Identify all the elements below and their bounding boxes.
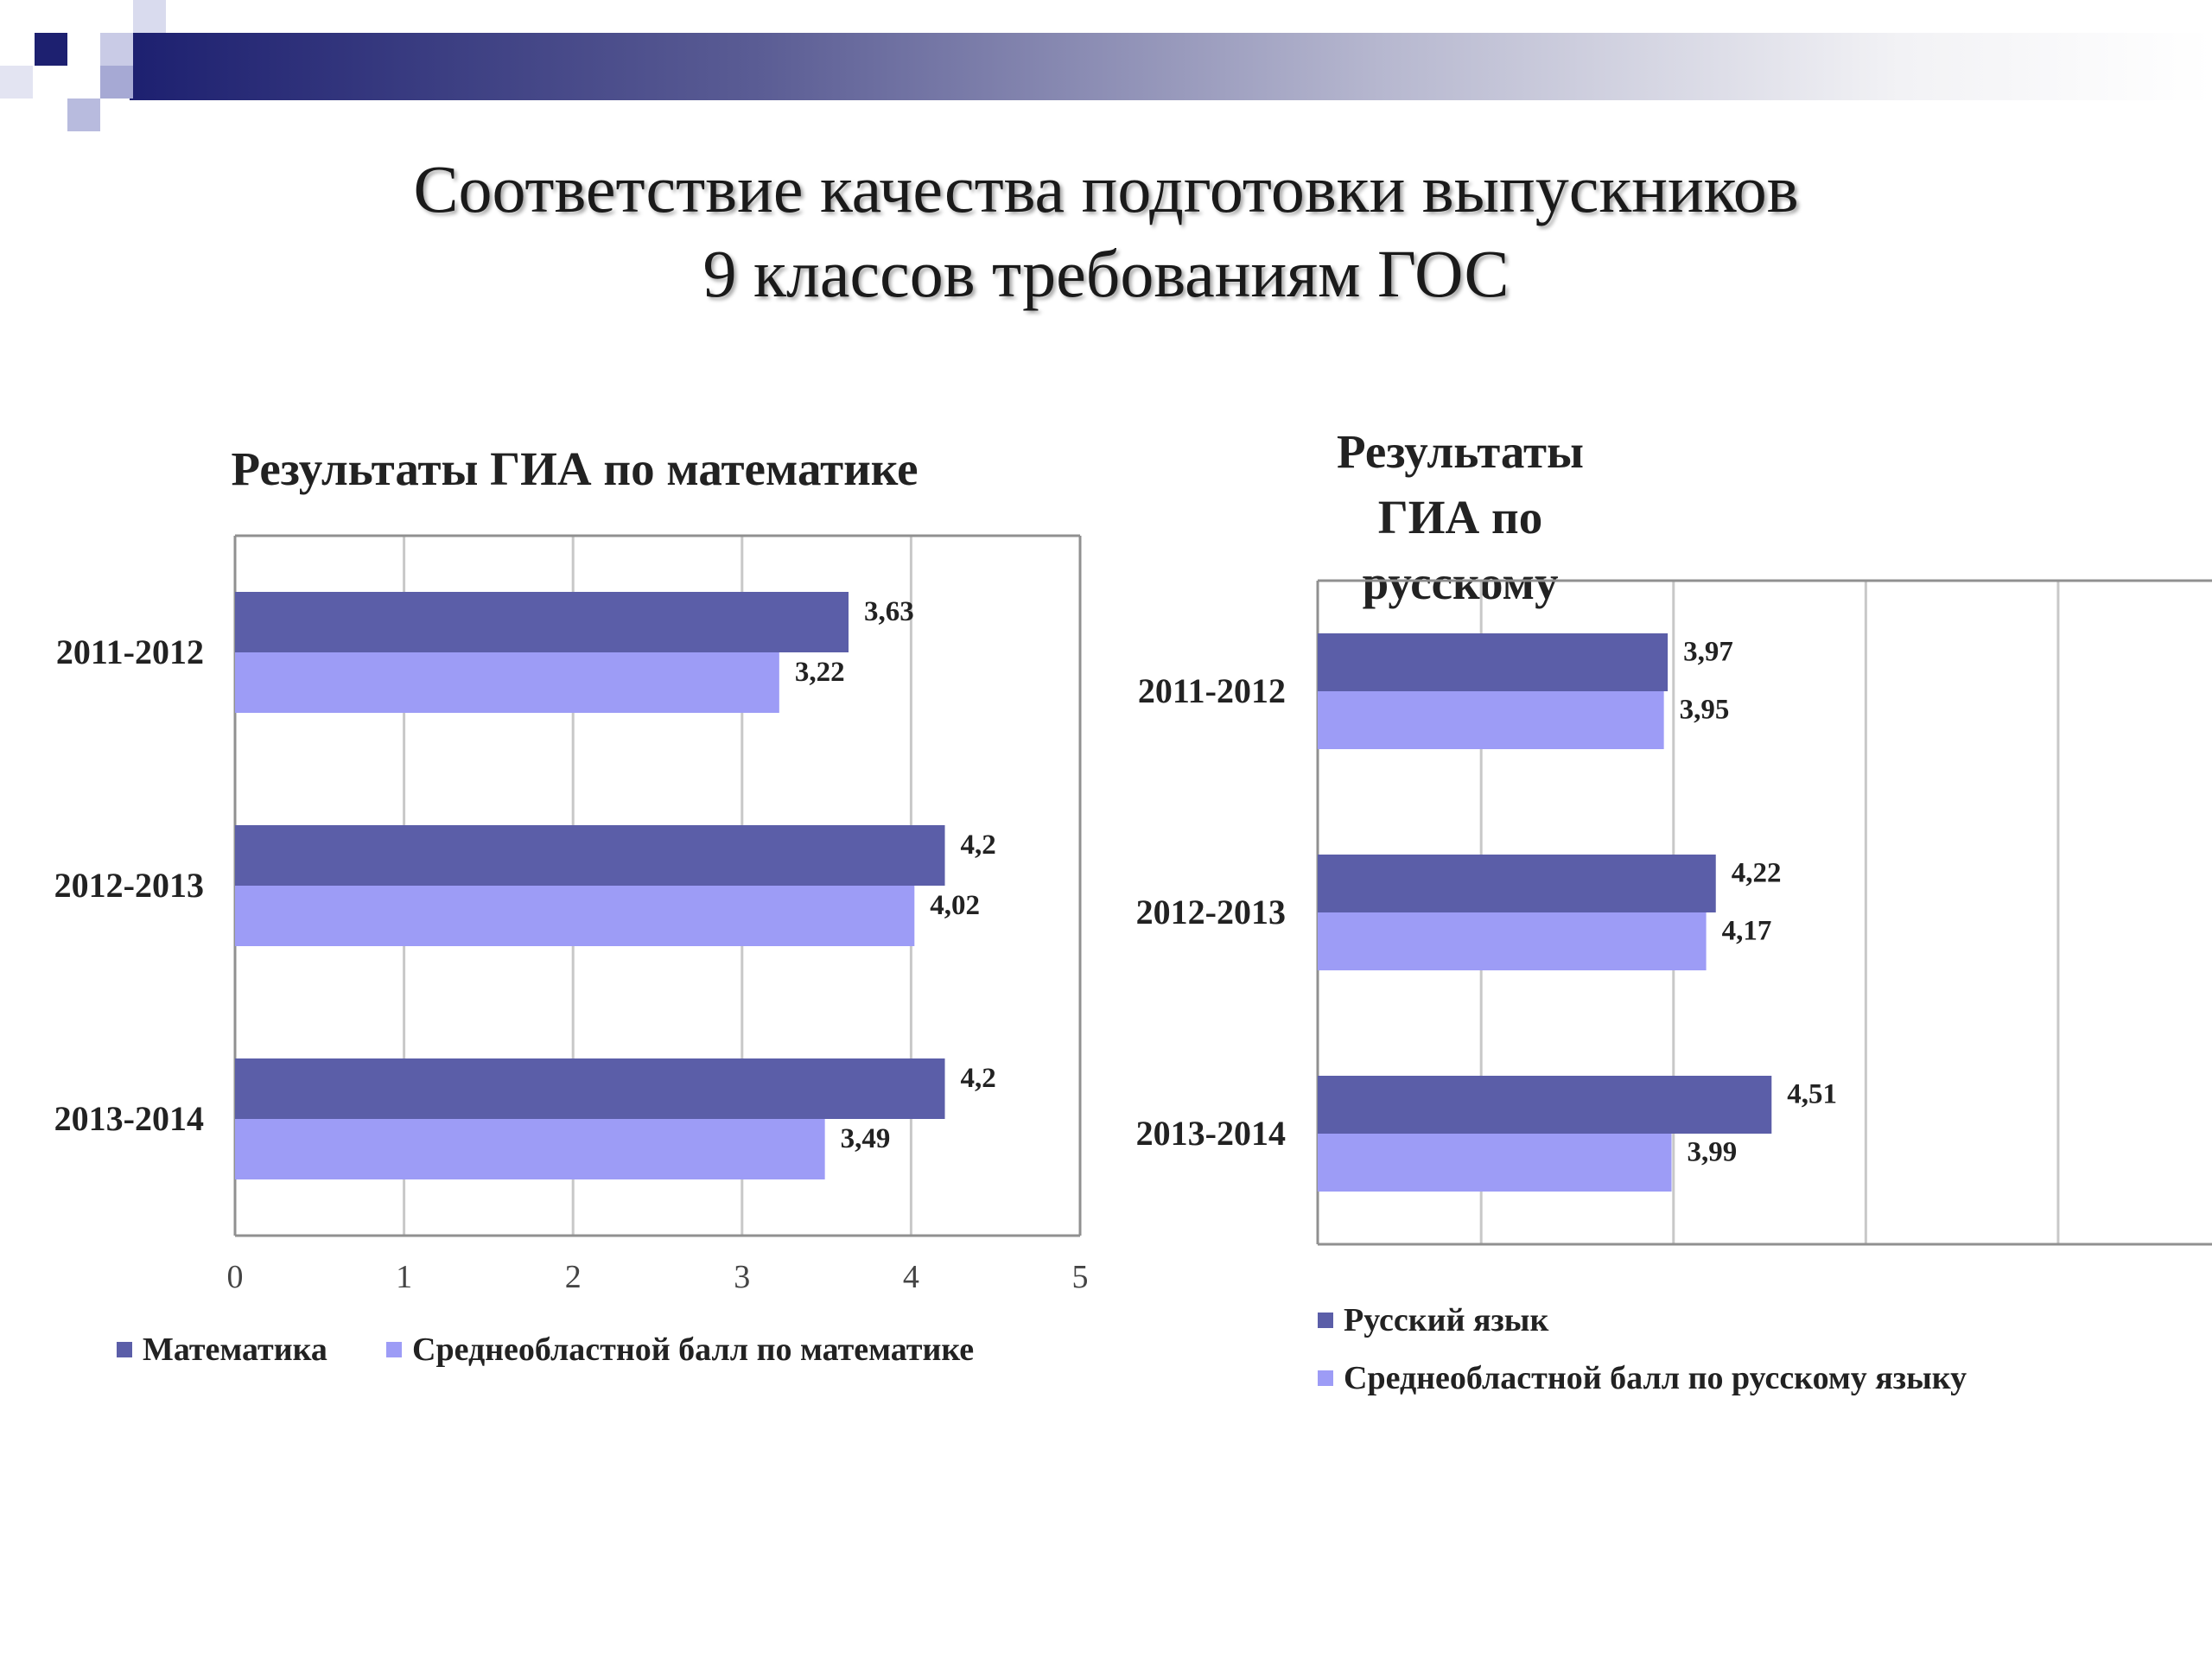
legend-label: Русский язык (1344, 1302, 1549, 1338)
x-tick-label: 4 (902, 1259, 919, 1295)
legend-label: Среднеобластной балл по математике (412, 1332, 975, 1368)
legend-item-russian (1318, 1301, 1548, 1339)
legend-swatch (117, 1342, 132, 1357)
category-label: 2011-2012 (1137, 671, 1286, 710)
data-label: 4,2 (960, 830, 996, 861)
data-label: 4,2 (960, 1063, 996, 1094)
bar (1318, 1076, 1771, 1134)
math-chart-title: Результаты ГИА по математике (231, 442, 918, 495)
x-tick-label: 0 (226, 1259, 244, 1295)
category-label: 2011-2012 (55, 632, 204, 671)
data-label: 4,51 (1787, 1078, 1838, 1110)
category-label: 2013-2014 (54, 1099, 204, 1138)
x-tick-label: 5 (1071, 1259, 1089, 1295)
data-label: 4,02 (930, 890, 981, 921)
bar (1318, 633, 1668, 691)
legend-swatch (1318, 1313, 1333, 1328)
russian-chart-title: Результаты ГИА по русскому (1337, 425, 1584, 609)
x-tick-label: 3 (734, 1259, 751, 1295)
slide-title-line1: Соответствие качества подготовки выпускников (413, 151, 1799, 226)
bar (1318, 912, 1707, 970)
legend-item-math-regional (386, 1331, 974, 1369)
data-label: 4,22 (1731, 857, 1782, 889)
slide-title-line2: 9 классов требованиям ГОС (702, 236, 1510, 311)
x-tick-label: 1 (396, 1259, 413, 1295)
bar (1318, 855, 1716, 912)
legend-swatch (1318, 1370, 1333, 1386)
data-label: 3,97 (1683, 636, 1733, 668)
legend-item-math (117, 1331, 327, 1369)
legend-label: Математика (143, 1332, 327, 1368)
legend-label: Среднеобластной балл по русскому языку (1344, 1360, 1967, 1396)
bar (1318, 1134, 1672, 1192)
x-tick-label: 2 (564, 1259, 582, 1295)
legend-item-russian-regional (1318, 1359, 1967, 1397)
bar (1318, 691, 1664, 749)
category-label: 2012-2013 (54, 866, 204, 905)
data-label: 4,17 (1721, 915, 1772, 947)
data-label: 3,99 (1687, 1136, 1738, 1168)
data-label: 3,22 (794, 657, 845, 688)
category-label: 2013-2014 (1135, 1114, 1286, 1153)
data-label: 3,63 (864, 596, 914, 627)
data-label: 3,95 (1679, 694, 1730, 726)
category-label: 2012-2013 (1135, 893, 1286, 931)
legend-swatch (386, 1342, 402, 1357)
data-label: 3,49 (840, 1123, 891, 1154)
